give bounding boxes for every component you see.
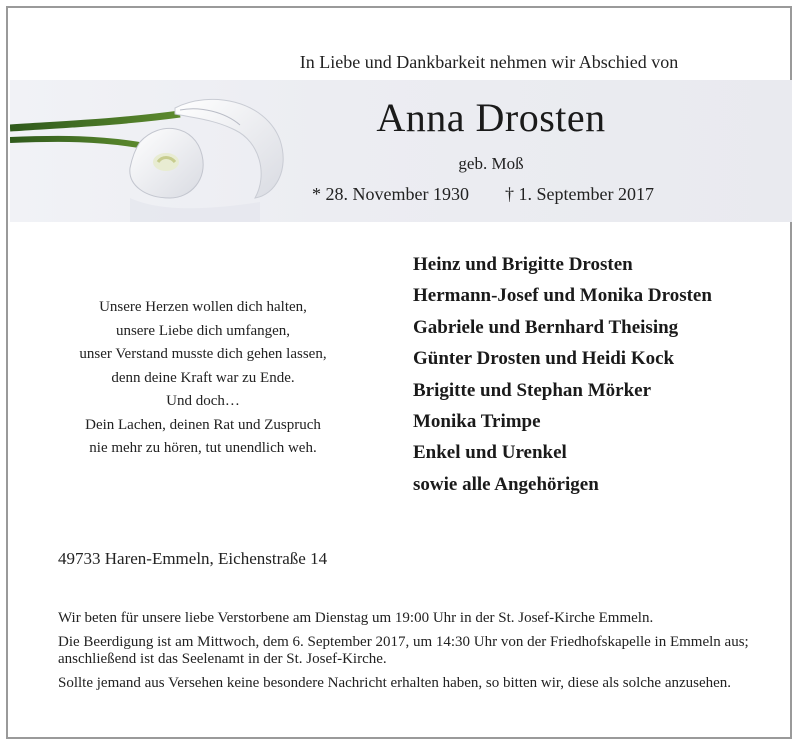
poem-line: Dein Lachen, deinen Rat und Zuspruch xyxy=(85,416,321,433)
deceased-name: Anna Drosten xyxy=(376,95,606,140)
mourner-entry: Günter Drosten und Heidi Kock xyxy=(413,348,675,370)
mourner-entry: Brigitte und Stephan Mörker xyxy=(413,379,652,401)
poem-line: denn deine Kraft war zu Ende. xyxy=(111,369,295,386)
info-paragraph: Wir beten für unsere liebe Verstorbene am Dienstag um 19:00 Uhr in der St. Josef-Kirche Emmeln. xyxy=(58,610,654,626)
address: 49733 Haren-Emmeln, Eichenstraße 14 xyxy=(58,549,328,568)
birth-date: * 28. November 1930 xyxy=(312,184,469,204)
intro-text: In Liebe und Dankbarkeit nehmen wir Abschied von xyxy=(299,52,679,72)
mourners-list xyxy=(413,249,712,500)
mourner-entry: sowie alle Angehörigen xyxy=(413,473,599,495)
poem xyxy=(48,296,358,461)
life-dates xyxy=(312,184,654,205)
mourner-entry: Gabriele und Bernhard Theising xyxy=(413,316,679,338)
service-info xyxy=(58,610,768,698)
poem-line: Unsere Herzen wollen dich halten, xyxy=(99,299,307,315)
poem-line: Und doch… xyxy=(166,393,240,409)
poem-line: unsere Liebe dich umfangen, xyxy=(115,322,291,339)
poem-line: unser Verstand musste dich gehen lassen, xyxy=(79,346,327,362)
mourner-entry: Enkel und Urenkel xyxy=(413,442,567,464)
mourner-entry: Hermann-Josef und Monika Drosten xyxy=(413,285,712,307)
mourner-entry: Monika Trimpe xyxy=(413,411,541,433)
info-paragraph: Sollte jemand aus Versehen keine besondere Nachricht erhalten haben, so bitten wir, diese als solche anzusehen. xyxy=(58,674,732,691)
birth-name: geb. Moß xyxy=(458,154,524,173)
death-date: † 1. September 2017 xyxy=(504,184,654,204)
info-paragraph: Die Beerdigung ist am Mittwoch, dem 6. September 2017, um 14:30 Uhr von der Friedhofskapelle in Emmeln aus; anschließend ist das Seelenamt in der St. Josef-Kirche. xyxy=(58,633,749,667)
mourner-entry: Heinz und Brigitte Drosten xyxy=(413,254,633,275)
obituary-frame xyxy=(6,6,792,739)
poem-line: nie mehr zu hören, tut unendlich weh. xyxy=(89,440,317,456)
name-banner xyxy=(10,80,792,222)
